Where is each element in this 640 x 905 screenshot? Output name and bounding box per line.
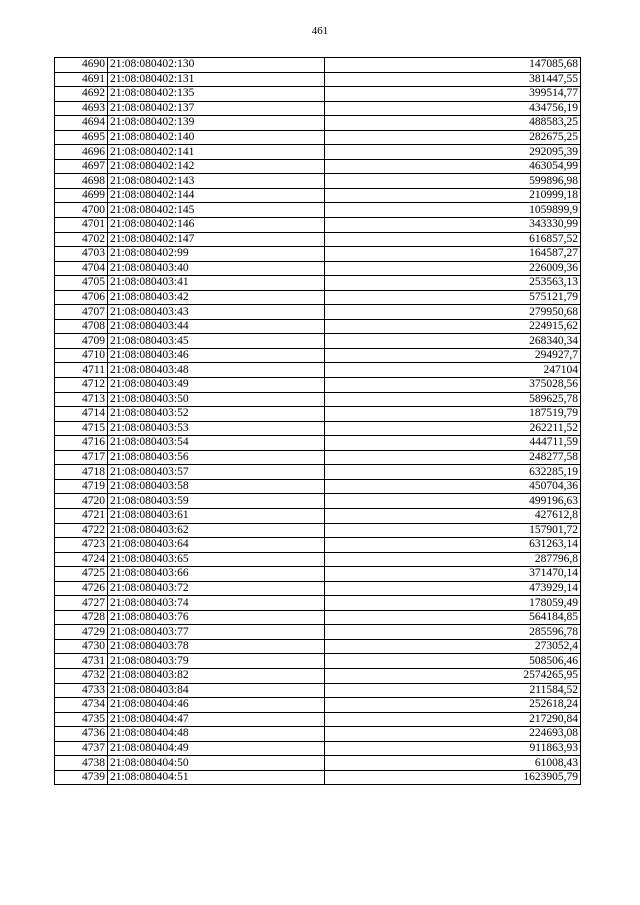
cadastral-number-cell: 21:08:080402:130 [108,58,325,73]
cadastral-number-cell: 21:08:080403:54 [108,436,325,451]
value-cell: 1059899,9 [325,203,581,218]
table-row [55,261,581,276]
cadastral-number-cell: 21:08:080403:40 [108,261,325,276]
value-cell: 564184,85 [325,610,581,625]
row-number-cell: 4736 [55,727,108,742]
table-row [55,319,581,334]
data-table [54,57,581,785]
row-number-cell: 4718 [55,465,108,480]
value-cell: 434756,19 [325,101,581,116]
row-number-cell: 4730 [55,639,108,654]
table-row [55,610,581,625]
cadastral-number-cell: 21:08:080403:49 [108,378,325,393]
table-row [55,450,581,465]
row-number-cell: 4716 [55,436,108,451]
row-number-cell: 4735 [55,712,108,727]
table-row [55,188,581,203]
table-row [55,436,581,451]
table-row [55,305,581,320]
row-number-cell: 4737 [55,741,108,756]
cadastral-number-cell: 21:08:080402:99 [108,247,325,262]
table-row [55,348,581,363]
cadastral-number-cell: 21:08:080403:53 [108,421,325,436]
value-cell: 178059,49 [325,596,581,611]
table-row [55,145,581,160]
table-row [55,668,581,683]
value-cell: 589625,78 [325,392,581,407]
value-cell: 273052,4 [325,639,581,654]
row-number-cell: 4702 [55,232,108,247]
table-row [55,683,581,698]
value-cell: 282675,25 [325,130,581,145]
row-number-cell: 4729 [55,625,108,640]
row-number-cell: 4732 [55,668,108,683]
cadastral-number-cell: 21:08:080403:72 [108,581,325,596]
table-row [55,567,581,582]
row-number-cell: 4704 [55,261,108,276]
cadastral-number-cell: 21:08:080403:64 [108,538,325,553]
value-cell: 285596,78 [325,625,581,640]
row-number-cell: 4693 [55,101,108,116]
row-number-cell: 4700 [55,203,108,218]
table-row [55,596,581,611]
value-cell: 450704,36 [325,479,581,494]
row-number-cell: 4711 [55,363,108,378]
cadastral-number-cell: 21:08:080403:74 [108,596,325,611]
cadastral-number-cell: 21:08:080404:51 [108,770,325,785]
table-row [55,101,581,116]
value-cell: 224693,08 [325,727,581,742]
value-cell: 147085,68 [325,58,581,73]
table-row [55,116,581,131]
cadastral-number-cell: 21:08:080402:147 [108,232,325,247]
value-cell: 268340,34 [325,334,581,349]
cadastral-number-cell: 21:08:080403:76 [108,610,325,625]
row-number-cell: 4725 [55,567,108,582]
table-row [55,552,581,567]
value-cell: 226009,36 [325,261,581,276]
value-cell: 253563,13 [325,276,581,291]
table-row [55,654,581,669]
cadastral-number-cell: 21:08:080403:44 [108,319,325,334]
row-number-cell: 4715 [55,421,108,436]
row-number-cell: 4694 [55,116,108,131]
table-row [55,378,581,393]
cadastral-number-cell: 21:08:080403:66 [108,567,325,582]
row-number-cell: 4696 [55,145,108,160]
row-number-cell: 4692 [55,87,108,102]
cadastral-number-cell: 21:08:080403:45 [108,334,325,349]
table-row [55,290,581,305]
value-cell: 375028,56 [325,378,581,393]
row-number-cell: 4703 [55,247,108,262]
row-number-cell: 4726 [55,581,108,596]
table-row [55,58,581,73]
cadastral-number-cell: 21:08:080403:65 [108,552,325,567]
cadastral-number-cell: 21:08:080403:41 [108,276,325,291]
cadastral-number-cell: 21:08:080403:56 [108,450,325,465]
cadastral-number-cell: 21:08:080403:42 [108,290,325,305]
cadastral-number-cell: 21:08:080403:62 [108,523,325,538]
value-cell: 248277,58 [325,450,581,465]
cadastral-number-cell: 21:08:080404:47 [108,712,325,727]
value-cell: 499196,63 [325,494,581,509]
table-body [55,58,581,785]
row-number-cell: 4731 [55,654,108,669]
row-number-cell: 4733 [55,683,108,698]
row-number-cell: 4699 [55,188,108,203]
table-row [55,159,581,174]
row-number-cell: 4734 [55,698,108,713]
value-cell: 371470,14 [325,567,581,582]
row-number-cell: 4713 [55,392,108,407]
row-number-cell: 4708 [55,319,108,334]
cadastral-number-cell: 21:08:080403:84 [108,683,325,698]
table-row [55,276,581,291]
table-row [55,625,581,640]
row-number-cell: 4739 [55,770,108,785]
value-cell: 381447,55 [325,72,581,87]
row-number-cell: 4690 [55,58,108,73]
value-cell: 911863,93 [325,741,581,756]
table-row [55,698,581,713]
row-number-cell: 4691 [55,72,108,87]
table-row [55,741,581,756]
value-cell: 247104 [325,363,581,378]
table-row [55,581,581,596]
row-number-cell: 4707 [55,305,108,320]
cadastral-number-cell: 21:08:080402:146 [108,218,325,233]
cadastral-number-cell: 21:08:080403:52 [108,407,325,422]
row-number-cell: 4727 [55,596,108,611]
value-cell: 343330,99 [325,218,581,233]
cadastral-number-cell: 21:08:080403:79 [108,654,325,669]
row-number-cell: 4705 [55,276,108,291]
value-cell: 2574265,95 [325,668,581,683]
value-cell: 463054,99 [325,159,581,174]
value-cell: 210999,18 [325,188,581,203]
value-cell: 61008,43 [325,756,581,771]
row-number-cell: 4724 [55,552,108,567]
value-cell: 294927,7 [325,348,581,363]
table-row [55,421,581,436]
value-cell: 473929,14 [325,581,581,596]
cadastral-number-cell: 21:08:080402:131 [108,72,325,87]
cadastral-number-cell: 21:08:080402:142 [108,159,325,174]
row-number-cell: 4717 [55,450,108,465]
table-row [55,87,581,102]
value-cell: 631263,14 [325,538,581,553]
table-row [55,770,581,785]
value-cell: 599896,98 [325,174,581,189]
cadastral-number-cell: 21:08:080402:144 [108,188,325,203]
cadastral-number-cell: 21:08:080404:50 [108,756,325,771]
row-number-cell: 4701 [55,218,108,233]
value-cell: 287796,8 [325,552,581,567]
row-number-cell: 4720 [55,494,108,509]
cadastral-number-cell: 21:08:080403:61 [108,508,325,523]
cadastral-number-cell: 21:08:080403:58 [108,479,325,494]
value-cell: 1623905,79 [325,770,581,785]
table-row [55,479,581,494]
cadastral-number-cell: 21:08:080403:77 [108,625,325,640]
value-cell: 224915,62 [325,319,581,334]
cadastral-number-cell: 21:08:080404:49 [108,741,325,756]
value-cell: 217290,84 [325,712,581,727]
table-row [55,232,581,247]
cadastral-number-cell: 21:08:080403:48 [108,363,325,378]
row-number-cell: 4728 [55,610,108,625]
table-row [55,639,581,654]
cadastral-number-cell: 21:08:080404:48 [108,727,325,742]
cadastral-number-cell: 21:08:080402:145 [108,203,325,218]
table-row [55,712,581,727]
cadastral-number-cell: 21:08:080403:82 [108,668,325,683]
page-number: 461 [311,25,329,37]
table-row [55,523,581,538]
row-number-cell: 4714 [55,407,108,422]
row-number-cell: 4721 [55,508,108,523]
table-row [55,727,581,742]
table-row [55,363,581,378]
table-row [55,392,581,407]
table-row [55,72,581,87]
row-number-cell: 4709 [55,334,108,349]
table-row [55,494,581,509]
table-row [55,465,581,480]
row-number-cell: 4723 [55,538,108,553]
row-number-cell: 4719 [55,479,108,494]
value-cell: 279950,68 [325,305,581,320]
value-cell: 164587,27 [325,247,581,262]
cadastral-number-cell: 21:08:080402:140 [108,130,325,145]
cadastral-number-cell: 21:08:080402:139 [108,116,325,131]
cadastral-number-cell: 21:08:080403:57 [108,465,325,480]
value-cell: 262211,52 [325,421,581,436]
value-cell: 575121,79 [325,290,581,305]
cadastral-number-cell: 21:08:080402:143 [108,174,325,189]
value-cell: 616857,52 [325,232,581,247]
value-cell: 292095,39 [325,145,581,160]
cadastral-number-cell: 21:08:080402:137 [108,101,325,116]
cadastral-number-cell: 21:08:080403:50 [108,392,325,407]
table-row [55,218,581,233]
value-cell: 427612,8 [325,508,581,523]
table-row [55,174,581,189]
row-number-cell: 4712 [55,378,108,393]
table-row [55,334,581,349]
table-row [55,203,581,218]
row-number-cell: 4698 [55,174,108,189]
table-row [55,130,581,145]
row-number-cell: 4695 [55,130,108,145]
value-cell: 187519,79 [325,407,581,422]
value-cell: 157901,72 [325,523,581,538]
value-cell: 632285,19 [325,465,581,480]
value-cell: 399514,77 [325,87,581,102]
cadastral-number-cell: 21:08:080403:59 [108,494,325,509]
row-number-cell: 4710 [55,348,108,363]
table-row [55,756,581,771]
cadastral-number-cell: 21:08:080403:43 [108,305,325,320]
value-cell: 211584,52 [325,683,581,698]
value-cell: 252618,24 [325,698,581,713]
row-number-cell: 4697 [55,159,108,174]
row-number-cell: 4722 [55,523,108,538]
row-number-cell: 4738 [55,756,108,771]
cadastral-number-cell: 21:08:080403:46 [108,348,325,363]
table-row [55,538,581,553]
cadastral-number-cell: 21:08:080402:141 [108,145,325,160]
cadastral-number-cell: 21:08:080403:78 [108,639,325,654]
cadastral-number-cell: 21:08:080402:135 [108,87,325,102]
table-row [55,247,581,262]
value-cell: 508506,46 [325,654,581,669]
table-row [55,407,581,422]
value-cell: 444711,59 [325,436,581,451]
cadastral-number-cell: 21:08:080404:46 [108,698,325,713]
table-row [55,508,581,523]
row-number-cell: 4706 [55,290,108,305]
value-cell: 488583,25 [325,116,581,131]
